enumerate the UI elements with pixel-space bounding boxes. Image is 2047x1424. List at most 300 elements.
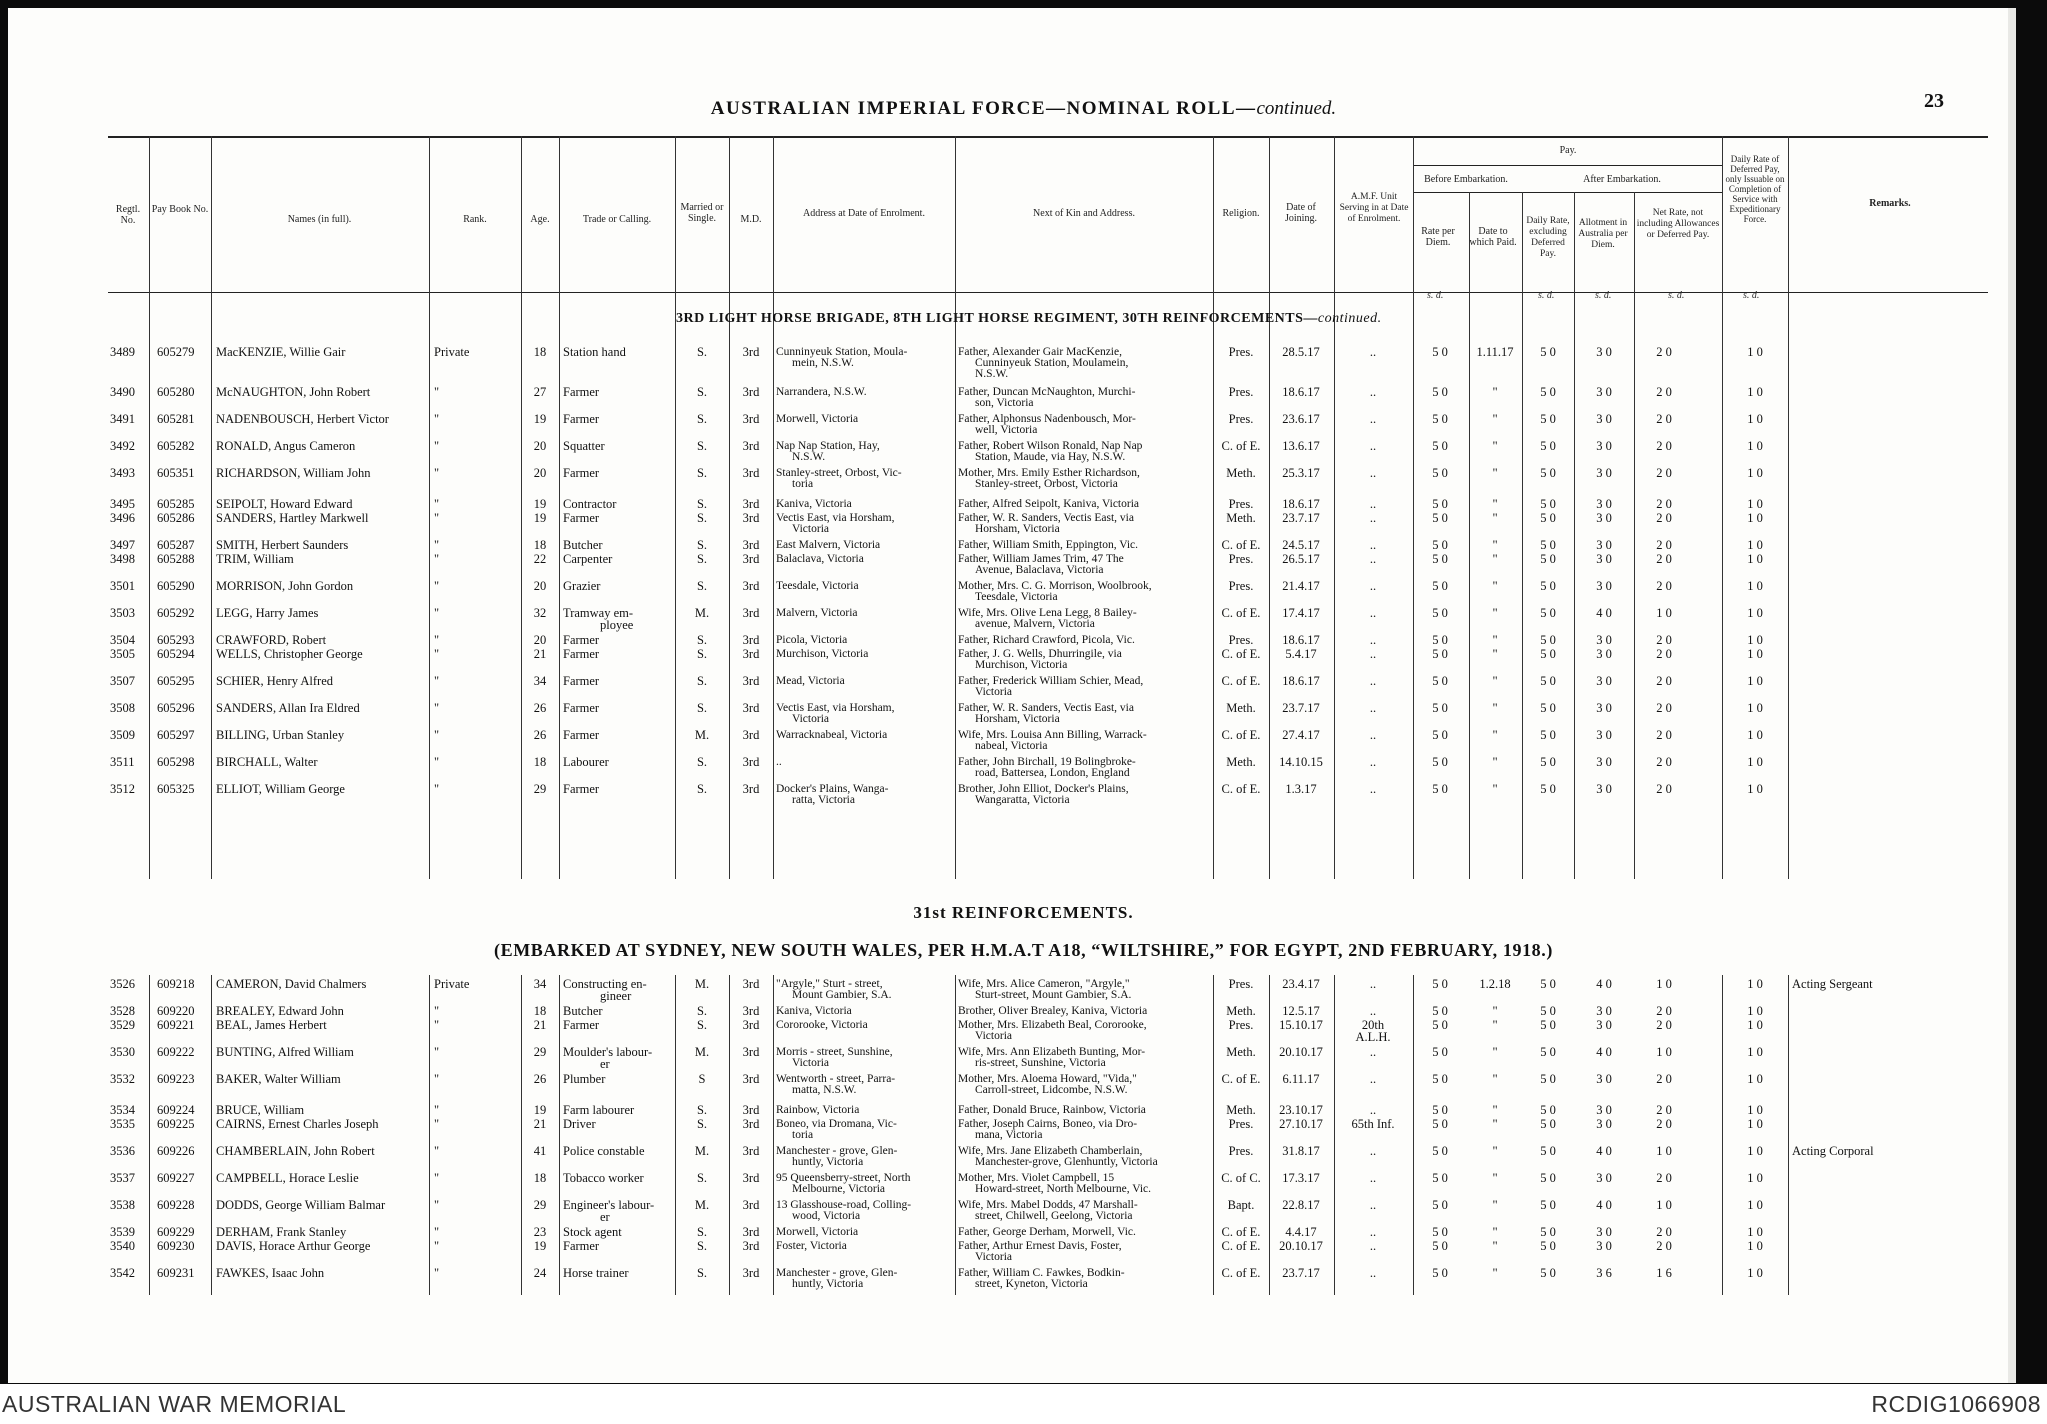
cell-net-rate: 2 0 <box>1656 755 1672 769</box>
cell-allotment: 3 0 <box>1596 466 1612 480</box>
cell-date-joining: 23.10.17 <box>1279 1103 1323 1117</box>
cell-name: RONALD, Angus Cameron <box>216 439 356 453</box>
cell-married: M. <box>694 1198 710 1212</box>
cell-deferred-rate: 1 0 <box>1747 439 1763 453</box>
cell-pay-book-no: 609230 <box>157 1239 195 1253</box>
cell-trade: Farmer <box>563 728 600 742</box>
cell-date-joining: 20.10.17 <box>1279 1239 1323 1253</box>
cell-pay-book-no: 605325 <box>157 782 195 796</box>
col-date-paid: Date to which Paid. <box>1469 226 1517 248</box>
cell-next-of-kin: Father, Donald Bruce, Rainbow, Victoria <box>958 1104 1146 1116</box>
cell-address: Morwell, Victoria <box>776 413 859 425</box>
cell-deferred-rate: 1 0 <box>1747 538 1763 552</box>
cell-remarks: Acting Corporal <box>1792 1144 1874 1158</box>
cell-age: 20 <box>533 633 547 647</box>
cell-net-rate: 2 0 <box>1656 701 1672 715</box>
cell-pay-book-no: 609224 <box>157 1103 195 1117</box>
cell-next-of-kin: Teesdale, Victoria <box>975 591 1058 603</box>
cell-age: 26 <box>533 701 547 715</box>
cell-trade: Farmer <box>563 511 600 525</box>
cell-amf-unit: .. <box>1369 412 1377 426</box>
cell-pay-book-no: 609229 <box>157 1225 195 1239</box>
cell-married: S. <box>696 1225 708 1239</box>
cell-rate: 5 0 <box>1432 439 1448 453</box>
cell-md: 3rd <box>742 755 760 769</box>
cell-trade: Moulder's labour- <box>563 1045 653 1059</box>
cell-name: CAMPBELL, Horace Leslie <box>216 1171 359 1185</box>
cell-next-of-kin: Horsham, Victoria <box>975 523 1060 535</box>
cell-deferred-rate: 1 0 <box>1747 466 1763 480</box>
cell-address: Malvern, Victoria <box>776 607 858 619</box>
cell-regtl-no: 3497 <box>110 538 135 552</box>
cell-religion: C. of E. <box>1221 782 1261 796</box>
cell-religion: Pres. <box>1228 1144 1254 1158</box>
cell-trade: Station hand <box>563 345 626 359</box>
cell-allotment: 3 6 <box>1596 1266 1612 1280</box>
cell-date-paid: " <box>1492 466 1498 480</box>
cell-daily-rate: 5 0 <box>1540 1225 1556 1239</box>
cell-next-of-kin: Wife, Mrs. Mabel Dodds, 47 Marshall- <box>958 1199 1138 1211</box>
cell-net-rate: 2 0 <box>1656 1004 1672 1018</box>
cell-pay-book-no: 605287 <box>157 538 195 552</box>
cell-trade: Farmer <box>563 782 600 796</box>
cell-address: Teesdale, Victoria <box>776 580 859 592</box>
cell-md: 3rd <box>742 1045 760 1059</box>
cell-name: NADENBOUSCH, Herbert Victor <box>216 412 389 426</box>
cell-next-of-kin: Horsham, Victoria <box>975 713 1060 725</box>
cell-next-of-kin: road, Battersea, London, England <box>975 767 1130 779</box>
cell-rank: " <box>434 579 440 593</box>
cell-date-joining: 4.4.17 <box>1285 1225 1317 1239</box>
cell-allotment: 4 0 <box>1596 977 1612 991</box>
cell-rank: " <box>434 412 440 426</box>
cell-md: 3rd <box>742 647 760 661</box>
cell-next-of-kin: Father, Duncan McNaughton, Murchi- <box>958 386 1136 398</box>
cell-rank: " <box>434 1239 440 1253</box>
cell-trade-cont: er <box>600 1057 610 1071</box>
cell-rank: " <box>434 511 440 525</box>
cell-daily-rate: 5 0 <box>1540 674 1556 688</box>
cell-religion: Pres. <box>1228 1117 1254 1131</box>
cell-date-joining: 17.3.17 <box>1282 1171 1320 1185</box>
cell-married: S. <box>696 439 708 453</box>
cell-pay-book-no: 609222 <box>157 1045 195 1059</box>
cell-date-paid: " <box>1492 1171 1498 1185</box>
cell-name: CAIRNS, Ernest Charles Joseph <box>216 1117 379 1131</box>
cell-next-of-kin: Victoria <box>975 1030 1012 1042</box>
cell-trade: Farmer <box>563 633 600 647</box>
footer-reference: RCDIG1066908 <box>1871 1391 2041 1417</box>
cell-age: 27 <box>533 385 547 399</box>
cell-married: S. <box>696 755 708 769</box>
cell-age: 18 <box>533 1004 547 1018</box>
cell-rank: " <box>434 1103 440 1117</box>
cell-next-of-kin: Brother, Oliver Brealey, Kaniva, Victoria <box>958 1005 1148 1017</box>
cell-address: Morris - street, Sunshine, <box>776 1046 893 1058</box>
cell-amf-unit: .. <box>1369 345 1377 359</box>
cell-next-of-kin: Victoria <box>975 686 1012 698</box>
cell-deferred-rate: 1 0 <box>1747 977 1763 991</box>
cell-address: Victoria <box>792 523 829 535</box>
cell-amf-unit: .. <box>1369 552 1377 566</box>
cell-religion: C. of E. <box>1221 606 1261 620</box>
cell-age: 20 <box>533 466 547 480</box>
cell-religion: Meth. <box>1226 466 1256 480</box>
cell-daily-rate: 5 0 <box>1540 701 1556 715</box>
cell-next-of-kin: Sturt-street, Mount Gambier, S.A. <box>975 989 1132 1001</box>
cell-married: S. <box>696 1018 708 1032</box>
cell-deferred-rate: 1 0 <box>1747 1225 1763 1239</box>
cell-regtl-no: 3536 <box>110 1144 135 1158</box>
cell-name: BREALEY, Edward John <box>216 1004 344 1018</box>
cell-net-rate: 2 0 <box>1656 647 1672 661</box>
cell-name: SANDERS, Hartley Markwell <box>216 511 369 525</box>
cell-next-of-kin: Brother, John Elliot, Docker's Plains, <box>958 783 1129 795</box>
cell-trade: Engineer's labour- <box>563 1198 655 1212</box>
cell-trade: Squatter <box>563 439 605 453</box>
cell-address: Manchester - grove, Glen- <box>776 1145 898 1157</box>
cell-religion: C. of E. <box>1221 647 1261 661</box>
cell-net-rate: 1 0 <box>1656 1045 1672 1059</box>
cell-rank: " <box>434 674 440 688</box>
cell-address: Nap Nap Station, Hay, <box>776 440 880 452</box>
col-deferred: Daily Rate of Deferred Pay, only Issuable on Completion of Service with Expeditionary Force. <box>1725 154 1785 224</box>
cell-md: 3rd <box>742 674 760 688</box>
page-number: 23 <box>1924 90 1944 112</box>
cell-name: SCHIER, Henry Alfred <box>216 674 333 688</box>
cell-rank: " <box>434 755 440 769</box>
cell-next-of-kin: avenue, Malvern, Victoria <box>975 618 1095 630</box>
cell-religion: Meth. <box>1226 1004 1256 1018</box>
cell-md: 3rd <box>742 1144 760 1158</box>
cell-amf-unit: 20th <box>1361 1018 1385 1032</box>
cell-date-paid: " <box>1492 579 1498 593</box>
cell-next-of-kin: Mother, Mrs. Emily Esther Richardson, <box>958 467 1140 479</box>
cell-net-rate: 2 0 <box>1656 1225 1672 1239</box>
cell-married: S. <box>696 647 708 661</box>
cell-allotment: 3 0 <box>1596 552 1612 566</box>
cell-regtl-no: 3535 <box>110 1117 135 1131</box>
cell-net-rate: 2 0 <box>1656 1018 1672 1032</box>
cell-age: 18 <box>533 345 547 359</box>
cell-date-joining: 21.4.17 <box>1282 579 1320 593</box>
cell-married: S. <box>696 345 708 359</box>
col-rate-per-diem: Rate per Diem. <box>1421 226 1455 248</box>
cell-religion: Pres. <box>1228 1018 1254 1032</box>
cell-md: 3rd <box>742 633 760 647</box>
cell-md: 3rd <box>742 1198 760 1212</box>
cell-amf-unit: .. <box>1369 633 1377 647</box>
cell-rate: 5 0 <box>1432 385 1448 399</box>
cell-daily-rate: 5 0 <box>1540 1198 1556 1212</box>
cell-religion: C. of E. <box>1221 728 1261 742</box>
cell-name: SMITH, Herbert Saunders <box>216 538 349 552</box>
cell-pay-book-no: 605292 <box>157 606 195 620</box>
cell-amf-unit: .. <box>1369 977 1377 991</box>
cell-date-paid: " <box>1492 511 1498 525</box>
cell-deferred-rate: 1 0 <box>1747 497 1763 511</box>
col-md: M.D. <box>740 214 762 225</box>
cell-religion: Pres. <box>1228 633 1254 647</box>
cell-deferred-rate: 1 0 <box>1747 1004 1763 1018</box>
cell-date-joining: 14.10.15 <box>1279 755 1323 769</box>
cell-deferred-rate: 1 0 <box>1747 1171 1763 1185</box>
cell-allotment: 3 0 <box>1596 782 1612 796</box>
cell-name: LEGG, Harry James <box>216 606 319 620</box>
cell-date-paid: " <box>1492 538 1498 552</box>
col-allotment: Allotment in Australia per Diem. <box>1578 218 1628 250</box>
cell-next-of-kin: Father, Alphonsus Nadenbousch, Mor- <box>958 413 1136 425</box>
cell-name: BILLING, Urban Stanley <box>216 728 345 742</box>
archive-footer <box>0 1384 2047 1424</box>
cell-rate: 5 0 <box>1432 1239 1448 1253</box>
cell-net-rate: 2 0 <box>1656 1239 1672 1253</box>
cell-rank: " <box>434 466 440 480</box>
cell-religion: Pres. <box>1228 385 1254 399</box>
cell-deferred-rate: 1 0 <box>1747 701 1763 715</box>
cell-age: 41 <box>533 1144 547 1158</box>
cell-next-of-kin: Father, W. R. Sanders, Vectis East, via <box>958 512 1134 524</box>
col-daily-rate: Daily Rate, excluding Deferred Pay. <box>1526 216 1570 259</box>
cell-md: 3rd <box>742 1171 760 1185</box>
cell-date-paid: " <box>1492 552 1498 566</box>
cell-daily-rate: 5 0 <box>1540 1171 1556 1185</box>
cell-md: 3rd <box>742 552 760 566</box>
cell-allotment: 3 0 <box>1596 633 1612 647</box>
cell-rate: 5 0 <box>1432 1072 1448 1086</box>
cell-daily-rate: 5 0 <box>1540 538 1556 552</box>
cell-pay-book-no: 609225 <box>157 1117 195 1131</box>
cell-pay-book-no: 609231 <box>157 1266 195 1280</box>
cell-address: "Argyle," Sturt - street, <box>776 978 883 990</box>
cell-amf-unit: .. <box>1369 755 1377 769</box>
cell-address: Vectis East, via Horsham, <box>776 702 895 714</box>
cell-religion: C. of E. <box>1221 1266 1261 1280</box>
cell-name: BEAL, James Herbert <box>216 1018 327 1032</box>
cell-md: 3rd <box>742 701 760 715</box>
cell-rate: 5 0 <box>1432 647 1448 661</box>
cell-address: toria <box>792 1129 814 1141</box>
cell-next-of-kin: Father, Joseph Cairns, Boneo, via Dro- <box>958 1118 1138 1130</box>
cell-amf-unit: 65th Inf. <box>1351 1117 1395 1131</box>
cell-age: 21 <box>533 1018 547 1032</box>
cell-date-joining: 18.6.17 <box>1282 633 1320 647</box>
cell-pay-book-no: 605281 <box>157 412 195 426</box>
cell-deferred-rate: 1 0 <box>1747 1045 1763 1059</box>
col-trade: Trade or Calling. <box>582 214 652 225</box>
cell-address: Picola, Victoria <box>776 634 848 646</box>
cell-date-paid: " <box>1492 1045 1498 1059</box>
cell-trade-cont: gineer <box>600 989 632 1003</box>
cell-pay-book-no: 609223 <box>157 1072 195 1086</box>
cell-net-rate: 2 0 <box>1656 538 1672 552</box>
cell-pay-book-no: 605282 <box>157 439 195 453</box>
cell-md: 3rd <box>742 345 760 359</box>
col-next-of-kin: Next of Kin and Address. <box>1033 208 1135 219</box>
cell-deferred-rate: 1 0 <box>1747 633 1763 647</box>
cell-allotment: 3 0 <box>1596 1018 1612 1032</box>
cell-regtl-no: 3496 <box>110 511 135 525</box>
cell-daily-rate: 5 0 <box>1540 606 1556 620</box>
cell-rate: 5 0 <box>1432 1198 1448 1212</box>
cell-religion: Pres. <box>1228 552 1254 566</box>
cell-deferred-rate: 1 0 <box>1747 1018 1763 1032</box>
cell-net-rate: 2 0 <box>1656 439 1672 453</box>
cell-amf-unit: .. <box>1369 439 1377 453</box>
cell-date-paid: " <box>1492 633 1498 647</box>
cell-next-of-kin: Cunninyeuk Station, Moulamein, <box>975 357 1129 369</box>
cell-regtl-no: 3509 <box>110 728 135 742</box>
cell-address: Melbourne, Victoria <box>792 1183 885 1195</box>
cell-allotment: 3 0 <box>1596 701 1612 715</box>
cell-age: 19 <box>533 1239 547 1253</box>
cell-rank: " <box>434 1018 440 1032</box>
cell-net-rate: 2 0 <box>1656 345 1672 359</box>
cell-name: DAVIS, Horace Arthur George <box>216 1239 371 1253</box>
cell-next-of-kin: Mother, Mrs. Elizabeth Beal, Cororooke, <box>958 1019 1147 1031</box>
cell-net-rate: 2 0 <box>1656 782 1672 796</box>
cell-next-of-kin: Father, William Smith, Eppington, Vic. <box>958 539 1139 551</box>
cell-religion: Meth. <box>1226 755 1256 769</box>
cell-married: S. <box>696 385 708 399</box>
cell-next-of-kin: mana, Victoria <box>975 1129 1043 1141</box>
cell-trade: Police constable <box>563 1144 645 1158</box>
cell-amf-unit: .. <box>1369 728 1377 742</box>
cell-married: S. <box>696 552 708 566</box>
cell-age: 19 <box>533 497 547 511</box>
cell-allotment: 3 0 <box>1596 1004 1612 1018</box>
cell-address: Docker's Plains, Wanga- <box>776 783 889 795</box>
cell-religion: Meth. <box>1226 1103 1256 1117</box>
cell-age: 21 <box>533 647 547 661</box>
cell-daily-rate: 5 0 <box>1540 1018 1556 1032</box>
cell-married: S. <box>696 466 708 480</box>
cell-deferred-rate: 1 0 <box>1747 674 1763 688</box>
col-pay-book-no: Pay Book No. <box>151 204 209 215</box>
cell-date-paid: " <box>1492 674 1498 688</box>
cell-next-of-kin: Wife, Mrs. Louisa Ann Billing, Warrack- <box>958 729 1147 741</box>
cell-daily-rate: 5 0 <box>1540 782 1556 796</box>
cell-date-joining: 15.10.17 <box>1279 1018 1323 1032</box>
col-pay: Pay. <box>1559 145 1577 156</box>
cell-date-paid: " <box>1492 1266 1498 1280</box>
cell-amf-unit: .. <box>1369 701 1377 715</box>
cell-net-rate: 2 0 <box>1656 1072 1672 1086</box>
cell-pay-book-no: 609221 <box>157 1018 195 1032</box>
cell-daily-rate: 5 0 <box>1540 1045 1556 1059</box>
cell-rank: " <box>434 728 440 742</box>
sd-daily: s. d. <box>1538 290 1555 301</box>
cell-allotment: 3 0 <box>1596 511 1612 525</box>
cell-trade: Grazier <box>563 579 601 593</box>
cell-trade: Farmer <box>563 701 600 715</box>
cell-married: S. <box>696 1171 708 1185</box>
cell-religion: Bapt. <box>1227 1198 1255 1212</box>
cell-pay-book-no: 605279 <box>157 345 195 359</box>
cell-age: 20 <box>533 439 547 453</box>
cell-net-rate: 1 0 <box>1656 1144 1672 1158</box>
cell-trade: Horse trainer <box>563 1266 629 1280</box>
cell-next-of-kin: Manchester-grove, Glenhuntly, Victoria <box>975 1156 1158 1168</box>
cell-next-of-kin: Father, William James Trim, 47 The <box>958 553 1124 565</box>
cell-trade: Farmer <box>563 412 600 426</box>
cell-trade: Farmer <box>563 1239 600 1253</box>
cell-date-paid: " <box>1492 385 1498 399</box>
col-rank: Rank. <box>463 214 487 225</box>
cell-age: 18 <box>533 1171 547 1185</box>
cell-pay-book-no: 605286 <box>157 511 195 525</box>
cell-date-joining: 23.7.17 <box>1282 511 1320 525</box>
cell-date-joining: 22.8.17 <box>1282 1198 1320 1212</box>
cell-date-joining: 18.6.17 <box>1282 497 1320 511</box>
cell-age: 20 <box>533 579 547 593</box>
col-amf-unit: A.M.F. Unit Serving in at Date of Enrolment. <box>1339 192 1409 224</box>
cell-rank: " <box>434 1072 440 1086</box>
cell-allotment: 3 0 <box>1596 755 1612 769</box>
cell-daily-rate: 5 0 <box>1540 466 1556 480</box>
cell-married: M. <box>694 728 710 742</box>
cell-allotment: 3 0 <box>1596 1225 1612 1239</box>
cell-allotment: 3 0 <box>1596 1171 1612 1185</box>
cell-regtl-no: 3526 <box>110 977 135 991</box>
cell-deferred-rate: 1 0 <box>1747 782 1763 796</box>
cell-date-joining: 26.5.17 <box>1282 552 1320 566</box>
cell-daily-rate: 5 0 <box>1540 1072 1556 1086</box>
cell-rate: 5 0 <box>1432 633 1448 647</box>
cell-age: 22 <box>533 552 547 566</box>
cell-net-rate: 2 0 <box>1656 1117 1672 1131</box>
cell-regtl-no: 3501 <box>110 579 135 593</box>
cell-married: S. <box>696 497 708 511</box>
cell-name: SANDERS, Allan Ira Eldred <box>216 701 360 715</box>
cell-name: BRUCE, William <box>216 1103 305 1117</box>
cell-name: MORRISON, John Gordon <box>216 579 354 593</box>
cell-net-rate: 2 0 <box>1656 552 1672 566</box>
cell-date-joining: 25.3.17 <box>1282 466 1320 480</box>
cell-next-of-kin: street, Chilwell, Geelong, Victoria <box>975 1210 1133 1222</box>
cell-age: 19 <box>533 511 547 525</box>
cell-amf-unit: .. <box>1369 1144 1377 1158</box>
cell-trade: Stock agent <box>563 1225 622 1239</box>
cell-address: Foster, Victoria <box>776 1240 847 1252</box>
cell-rank: " <box>434 1266 440 1280</box>
cell-trade: Farmer <box>563 647 600 661</box>
cell-daily-rate: 5 0 <box>1540 439 1556 453</box>
cell-deferred-rate: 1 0 <box>1747 412 1763 426</box>
cell-rate: 5 0 <box>1432 579 1448 593</box>
cell-date-paid: " <box>1492 412 1498 426</box>
cell-net-rate: 1 0 <box>1656 977 1672 991</box>
cell-next-of-kin: Mother, Mrs. C. G. Morrison, Woolbrook, <box>958 580 1152 592</box>
cell-next-of-kin: Mother, Mrs. Violet Campbell, 15 <box>958 1172 1115 1184</box>
cell-address: Kaniva, Victoria <box>776 498 852 510</box>
cell-trade: Contractor <box>563 497 617 511</box>
cell-rate: 5 0 <box>1432 606 1448 620</box>
cell-allotment: 3 0 <box>1596 345 1612 359</box>
cell-daily-rate: 5 0 <box>1540 511 1556 525</box>
cell-daily-rate: 5 0 <box>1540 755 1556 769</box>
cell-name: DODDS, George William Balmar <box>216 1198 386 1212</box>
cell-allotment: 3 0 <box>1596 439 1612 453</box>
cell-married: S. <box>696 782 708 796</box>
cell-amf-unit: .. <box>1369 1198 1377 1212</box>
cell-regtl-no: 3537 <box>110 1171 135 1185</box>
cell-md: 3rd <box>742 579 760 593</box>
cell-daily-rate: 5 0 <box>1540 497 1556 511</box>
cell-married: S. <box>696 579 708 593</box>
cell-name: RICHARDSON, William John <box>216 466 371 480</box>
cell-rate: 5 0 <box>1432 345 1448 359</box>
